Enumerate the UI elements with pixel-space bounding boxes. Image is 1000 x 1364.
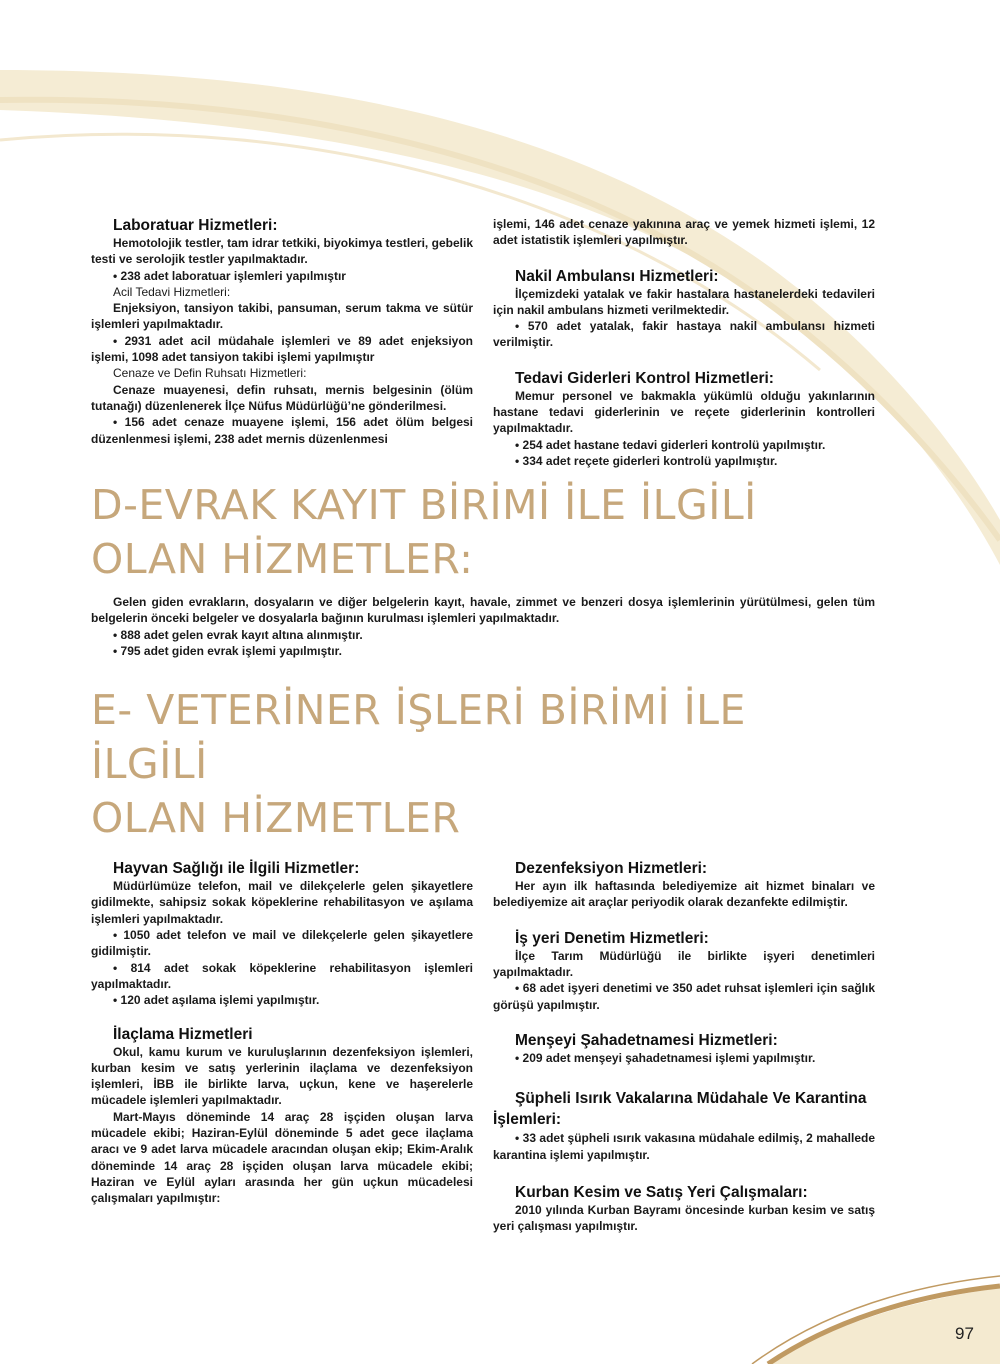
cenaze-text: Cenaze muayenesi, defin ruhsatı, mernis belgesinin (ölüm tutanağı) düzenlenerek İlçe Nüfus Müdürlüğü’ne gönderilmesi. bbox=[91, 382, 473, 413]
ilaclama-text-2: Mart-Mayıs döneminde 14 araç 28 işçiden oluşan larva mücadele ekibi; Haziran-Eylül döneminde 5 adet gece ilaçlama aracı ve 9 adet larva mücadele aracından oluşan ekip; Ekim-Aralık döneminde 14 araç 28 işçiden oluşan larva mücadele ekibi; Haziran ve Eylül ayları arasında her gün uçkun mücadelesi çalışmaları yapılmıştır: bbox=[91, 1109, 473, 1206]
section-d-text: Gelen giden evrakların, dosyaların ve diğer belgelerin kayıt, havale, zimmet ve benzeri dosya işlemlerinin yürütülmesi, gelen tüm belgelerin önceki belgeler ve dosyalarla bağının kurulması işlemleri yapılmaktadır. bbox=[91, 595, 875, 626]
page-number: 97 bbox=[955, 1324, 974, 1343]
nakil-bullet: • 570 adet yatalak, fakir hastaya nakil ambulansı hizmeti verilmiştir. bbox=[493, 319, 875, 350]
cenaze-bullet: • 156 adet cenaze muayene işlemi, 156 adet ölüm belgesi düzenlenmesi işlemi, 238 adet mernis düzenlenmesi bbox=[91, 415, 473, 446]
isyeri-bullet: • 68 adet işyeri denetimi ve 350 adet ruhsat işlemleri için sağlık görüşü yapılmıştır. bbox=[493, 981, 875, 1012]
section-d-title-line-1: D-EVRAK KAYIT BİRİMİ İLE İLGİLİ bbox=[91, 481, 757, 529]
right-top-column bbox=[493, 216, 875, 469]
mensei-heading: Menşeyi Şahadetnamesi Hizmetleri: bbox=[515, 1031, 778, 1049]
kurban-text: 2010 yılında Kurban Bayramı öncesinde kurban kesim ve satış yeri çalışması yapılmıştır. bbox=[493, 1202, 875, 1234]
hayvan-heading: Hayvan Sağlığı ile İlgili Hizmetler: bbox=[113, 860, 360, 878]
lab-bullet: • 238 adet laboratuar işlemleri yapılmıştır bbox=[113, 268, 346, 283]
section-e-columns bbox=[91, 859, 875, 1234]
cenaze-continuation: işlemi, 146 adet cenaze yakınına araç ve yemek hizmeti işlemi, 12 adet istatistik işlemleri yapılmıştır. bbox=[493, 217, 875, 248]
tedavi-heading: Tedavi Giderleri Kontrol Hizmetleri: bbox=[515, 369, 774, 387]
nakil-text: İlçemizdeki yatalak ve fakir hastalara hastanelerdeki tedavileri için nakil ambulans hizmeti verilmektedir. bbox=[493, 286, 875, 317]
ilaclama-heading: İlaçlama Hizmetleri bbox=[113, 1025, 253, 1043]
section-d-title-line-2: OLAN HİZMETLER: bbox=[91, 535, 474, 583]
mensei-bullet: • 209 adet menşeyi şahadetnamesi işlemi yapılmıştır. bbox=[515, 1050, 816, 1065]
section-d-bullet-2: • 795 adet giden evrak işlemi yapılmıştır. bbox=[113, 643, 342, 658]
isyeri-text: İlçe Tarım Müdürlüğü ile birlikte işyeri denetimleri yapılmaktadır. bbox=[493, 948, 875, 980]
ilaclama-text-1: Okul, kamu kurum ve kuruluşlarının dezenfeksiyon işlemleri, kurban kesim ve satış yerlerinin ilaçlama ve dezenfeksiyon işlemleri, İBB ile birlikte larva, uçkun, kene ve haşerelerle mücadele işlemleri yapılmaktadır. bbox=[91, 1044, 473, 1108]
acil-title: Acil Tedavi Hizmetleri: bbox=[113, 284, 231, 299]
acil-text: Enjeksiyon, tansiyon takibi, pansuman, serum takma ve sütür işlemleri yapılmaktadır. bbox=[91, 301, 473, 332]
tedavi-text: Memur personel ve bakmakla yükümlü olduğu yakınlarının hastane tedavi giderlerinin ve reçete giderlerinin kontrolleri yapılmaktadır. bbox=[493, 388, 875, 436]
hayvan-bullet-3: • 120 adet aşılama işlemi yapılmıştır. bbox=[113, 993, 320, 1008]
section-e-title-line-2: OLAN HİZMETLER bbox=[91, 794, 461, 843]
tedavi-bullet-1: • 254 adet hastane tedavi giderleri kontrolü yapılmıştır. bbox=[515, 437, 826, 452]
lab-heading: Laboratuar Hizmetleri: bbox=[113, 217, 278, 234]
hayvan-bullet-1: • 1050 adet telefon ve mail ve dilekçelerle gelen şikayetlere gidilmiştir. bbox=[91, 928, 473, 959]
section-d-body bbox=[91, 594, 875, 659]
isyeri-heading: İş yeri Denetim Hizmetleri: bbox=[515, 929, 709, 947]
kurban-heading: Kurban Kesim ve Satış Yeri Çalışmaları: bbox=[515, 1183, 808, 1201]
section-e-title-line-1: E- VETERİNER İŞLERİ BİRİMİ İLE İLGİLİ bbox=[91, 686, 746, 789]
cenaze-title: Cenaze ve Defin Ruhsatı Hizmetleri: bbox=[113, 366, 307, 381]
supheli-heading: Şüpheli Isırık Vakalarına Müdahale Ve Karantina İşlemleri: bbox=[493, 1090, 867, 1129]
dezenfeksiyon-heading: Dezenfeksiyon Hizmetleri: bbox=[515, 860, 708, 878]
section-d-title bbox=[91, 478, 875, 586]
section-d-bullet-1: • 888 adet gelen evrak kayıt altına alınmıştır. bbox=[113, 627, 363, 642]
section-e-left-column bbox=[91, 859, 473, 1206]
section-e-right-column bbox=[493, 859, 875, 1234]
lab-text: Hemotolojik testler, tam idrar tetkiki, biyokimya testleri, gebelik testi ve serolojik testler yapılmaktadır. bbox=[91, 236, 473, 267]
nakil-heading: Nakil Ambulansı Hizmetleri: bbox=[515, 267, 719, 285]
hayvan-text: Müdürlümüze telefon, mail ve dilekçelerle gelen şikayetlere gidilmekte, sahipsiz sokak köpeklerine rehabilitasyon ve aşılama işlemleri yapılmaktadır. bbox=[91, 879, 473, 926]
dezenfeksiyon-text: Her ayın ilk haftasında belediyemize ait hizmet binaları ve belediyemize ait araçlar periyodik olarak dezanfekte edilmiştir. bbox=[493, 879, 875, 910]
tedavi-bullet-2: • 334 adet reçete giderleri kontrolü yapılmıştır. bbox=[515, 453, 778, 468]
acil-bullet: • 2931 adet acil müdahale işlemleri ve 89 adet enjeksiyon işlemi, 1098 adet tansiyon takibi işlemi yapılmıştır bbox=[91, 333, 473, 365]
laboratory-services-section bbox=[91, 216, 473, 447]
section-e-title bbox=[91, 683, 875, 845]
supheli-bullet: • 33 adet şüpheli ısırık vakasına müdahale edilmiş, 2 mahallede karantina işlemi yapılmıştır. bbox=[493, 1131, 875, 1162]
hayvan-bullet-2: • 814 adet sokak köpeklerine rehabilitasyon işlemleri yapılmaktadır. bbox=[91, 960, 473, 991]
top-two-column-row bbox=[91, 216, 875, 478]
